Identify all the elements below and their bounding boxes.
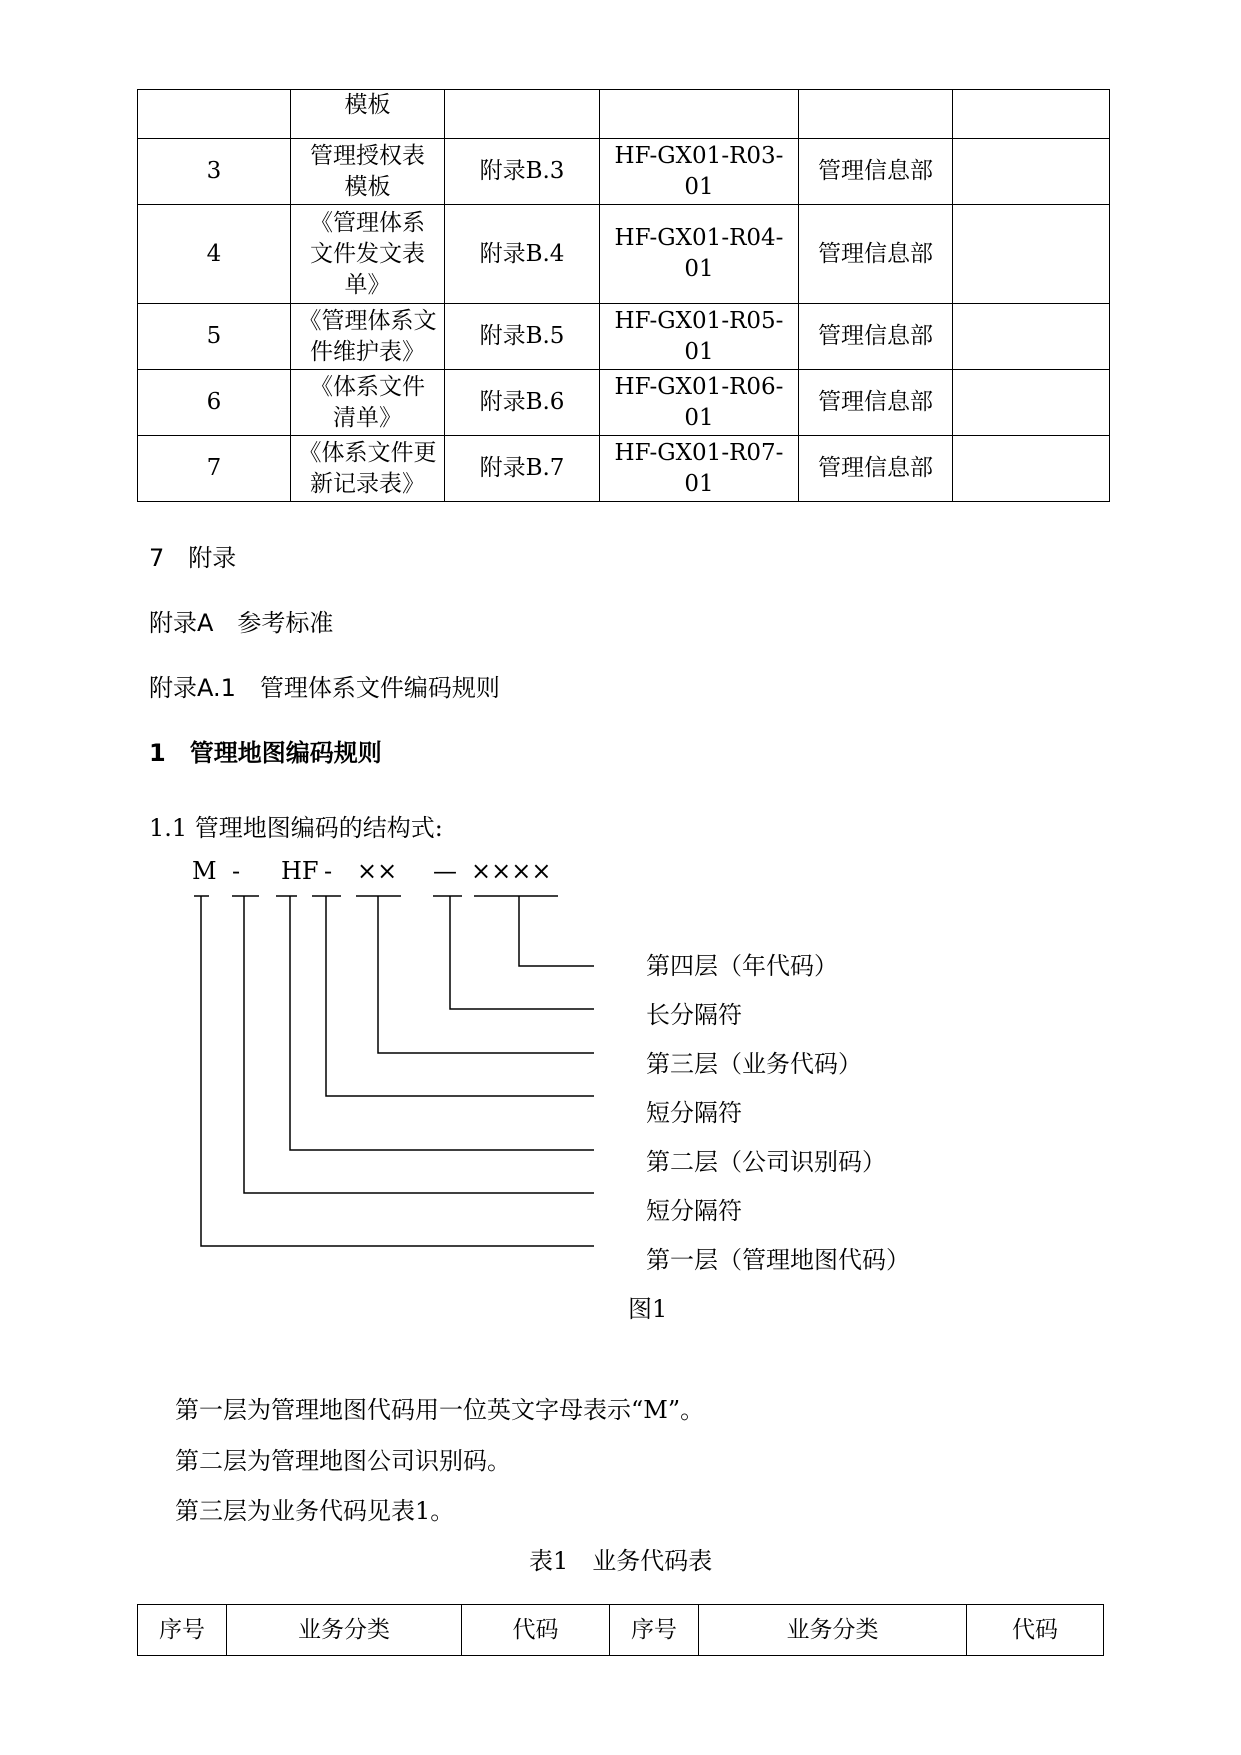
header-cell-category: 业务分类: [699, 1605, 967, 1656]
cell-num: 6: [138, 370, 291, 436]
code-glyph-hf: HF: [281, 857, 319, 885]
header-cell-seq: 序号: [610, 1605, 699, 1656]
label-layer-2: 第二层（公司识别码）: [646, 1148, 886, 1176]
cell-appendix: 附录B.3: [445, 139, 600, 205]
cell-appendix: 附录B.4: [445, 205, 600, 304]
code-glyph-short-sep-2: -: [324, 857, 333, 885]
figure-caption: 图1: [628, 1295, 668, 1323]
cell-num: 4: [138, 205, 291, 304]
cell-dept: 管理信息部: [799, 370, 953, 436]
heading-appendix-a1: 附录A.1 管理体系文件编码规则: [149, 674, 500, 702]
cell-num: 5: [138, 304, 291, 370]
cell-name: 管理授权表模板: [291, 139, 445, 205]
cell-num: 3: [138, 139, 291, 205]
label-layer-4: 第四层（年代码）: [646, 952, 838, 980]
connector-year: [519, 896, 594, 966]
code-glyph-m: M: [192, 857, 217, 885]
cell-dept: 管理信息部: [799, 304, 953, 370]
cell-name: 《体系文件清单》: [291, 370, 445, 436]
label-short-separator-1: 短分隔符: [646, 1197, 742, 1225]
cell-code: HF-GX01-R04-01: [600, 205, 799, 304]
cell-appendix: 附录B.7: [445, 436, 600, 502]
header-cell-code: 代码: [967, 1605, 1104, 1656]
cell-code: HF-GX01-R03-01: [600, 139, 799, 205]
code-glyph-short-sep-1: -: [232, 857, 241, 885]
header-cell-seq: 序号: [138, 1605, 227, 1656]
cell-appendix: 附录B.6: [445, 370, 600, 436]
cell-name: 《体系文件更新记录表》: [291, 436, 445, 502]
connector-sep-1: [244, 896, 594, 1193]
cell-code: HF-GX01-R07-01: [600, 436, 799, 502]
code-glyph-business: ××: [357, 857, 398, 885]
header-cell-code: 代码: [462, 1605, 610, 1656]
cell-code: HF-GX01-R06-01: [600, 370, 799, 436]
label-long-separator: 长分隔符: [646, 1001, 742, 1029]
cell-dept: 管理信息部: [799, 436, 953, 502]
heading-section-1: 1 管理地图编码规则: [149, 739, 382, 767]
table1-caption: 表1 业务代码表: [529, 1547, 713, 1575]
cell-appendix: 附录B.5: [445, 304, 600, 370]
connector-sep-2: [326, 896, 594, 1096]
header-cell-category: 业务分类: [227, 1605, 462, 1656]
business-code-table: [137, 1604, 1104, 1656]
heading-appendix-a: 附录A 参考标准: [149, 609, 334, 637]
connector-long-sep: [450, 896, 594, 1009]
cell-dept: 管理信息部: [799, 205, 953, 304]
cell-name: 《管理体系文件维护表》: [291, 304, 445, 370]
label-short-separator-2: 短分隔符: [646, 1099, 742, 1127]
paragraph: 第二层为管理地图公司识别码。: [175, 1447, 511, 1475]
paragraph: 第一层为管理地图代码用一位英文字母表示“M”。: [175, 1396, 705, 1424]
heading-appendix-7: 7 附录: [149, 544, 237, 572]
connector-hf: [290, 896, 594, 1150]
label-layer-3: 第三层（业务代码）: [646, 1050, 862, 1078]
paragraph: 第三层为业务代码见表1。: [175, 1497, 455, 1525]
connector-business: [378, 896, 594, 1053]
cell-name: 模板: [291, 90, 445, 139]
label-layer-1: 第一层（管理地图代码）: [646, 1246, 910, 1274]
cell-code: HF-GX01-R05-01: [600, 304, 799, 370]
code-glyph-year: ××××: [471, 857, 552, 885]
table-header-row: [138, 1605, 1104, 1656]
cell-name: 《管理体系文件发文表单》: [291, 205, 445, 304]
section-1-1-title: 1.1 管理地图编码的结构式:: [149, 814, 443, 842]
code-glyph-long-sep: —: [433, 857, 457, 885]
cell-num: 7: [138, 436, 291, 502]
cell-dept: 管理信息部: [799, 139, 953, 205]
